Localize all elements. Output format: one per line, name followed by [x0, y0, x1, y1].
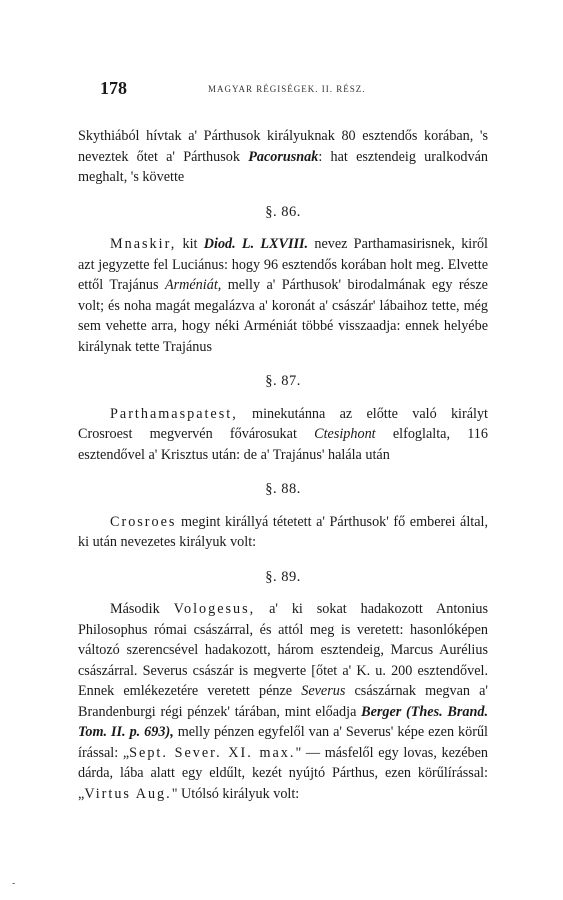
- name-parthamaspates: Parthamaspatest,: [110, 405, 238, 422]
- paragraph-86: [78, 234, 488, 357]
- text-run: " Utólsó királyuk volt:: [171, 785, 300, 802]
- paragraph-continuation: [78, 126, 488, 188]
- coin-legend-reverse: Virtus Aug.: [84, 785, 172, 802]
- text-run: Skythiából hívtak a' Párthusok királyuknak 80 esztendős korában, 's neveztek őtet a' Párthusok: [78, 128, 488, 165]
- text-run: császárnak megvan a' Brandenburgi régi pénzek' tárában, mint előadja: [78, 683, 488, 720]
- page-header: [100, 78, 480, 102]
- name-ctesiphon: Ctesiphont: [314, 426, 376, 442]
- section-heading-86: §. 86.: [265, 203, 301, 220]
- text-run: megint királlyá tétetett a' Párthusok' fő emberei által, ki után nevezetes királyuk volt:: [78, 513, 488, 550]
- paragraph-87: [78, 404, 488, 466]
- section-heading-87: §. 87.: [265, 373, 301, 389]
- section-heading-88: §. 88.: [265, 481, 301, 497]
- margin-mark: -: [12, 878, 16, 889]
- paragraph-88: [78, 512, 488, 553]
- page-number: 178: [100, 78, 127, 98]
- name-mnaskir: Mnaskir,: [110, 236, 177, 252]
- paragraph-89: [78, 599, 488, 804]
- citation-berger: Berger (Thes. Brand. Tom. II. p. 693),: [78, 703, 488, 740]
- text-run: Második: [110, 601, 174, 617]
- text-run: : hat esztendeig uralkodván meghalt, 's követte: [78, 148, 488, 185]
- text-run: minekutánna az előtte való királyt Crosroest megvervén fővárosukat: [78, 405, 488, 442]
- body-text: [78, 126, 488, 804]
- text-run: kit: [176, 236, 204, 252]
- name-crosroes: Crosroes: [110, 513, 177, 530]
- name-vologesus: Vologesus,: [173, 601, 256, 617]
- coin-legend-obverse: Sept. Sever. XI. max.: [129, 744, 296, 761]
- name-pacorus: Pacorusnak: [248, 148, 319, 165]
- text-run: melly pénzen egyfelől van a' Severus' képe ezen körűl írással: „: [78, 724, 488, 761]
- text-run: " — másfelől egy lovas, kezében dárda, lába alatt egy eldűlt, kezét nyújtó Párthus, ezen körűlírással: „: [78, 744, 488, 802]
- section-heading-89: §. 89.: [265, 568, 301, 585]
- text-run: elfoglalta, 116 esztendővel a' Krisztus után: de a' Trajánus' halála után: [78, 426, 488, 463]
- citation-diod: Diod. L. LXVIII.: [203, 236, 309, 252]
- text-run: melly a' Párthusok' birodalmának egy része volt; és noha magát megalázva a' koronát a' császár' lábaihoz tette, még sem vehette arra, hogy néki Arméniát többé visszaadja: ennek helyébe királynak tette Trajánus: [78, 277, 488, 355]
- running-head: MAGYAR RÉGISÉGEK. II. RÉSZ.: [208, 84, 366, 94]
- text-run: a' ki sokat hadakozott Antonius Philosophus római császárral, és attól meg is veretett: hasonlóképen változó szerencsével hadakozott, három esztendeig, Marcus Aurélius császárral. Severus császár is megverte [őtet a' K. u. 200 esztendővel. Ennek emlékezetére veretett pénze: [78, 601, 489, 699]
- name-severus: Severus: [301, 683, 346, 699]
- text-run: nevez Parthamasirisnek, kiről azt jegyzette fel Luciánus: hogy 96 esztendős korában holt meg. Elvette ettől Trajánus: [78, 236, 488, 293]
- name-armenia: Arméniát,: [164, 277, 222, 293]
